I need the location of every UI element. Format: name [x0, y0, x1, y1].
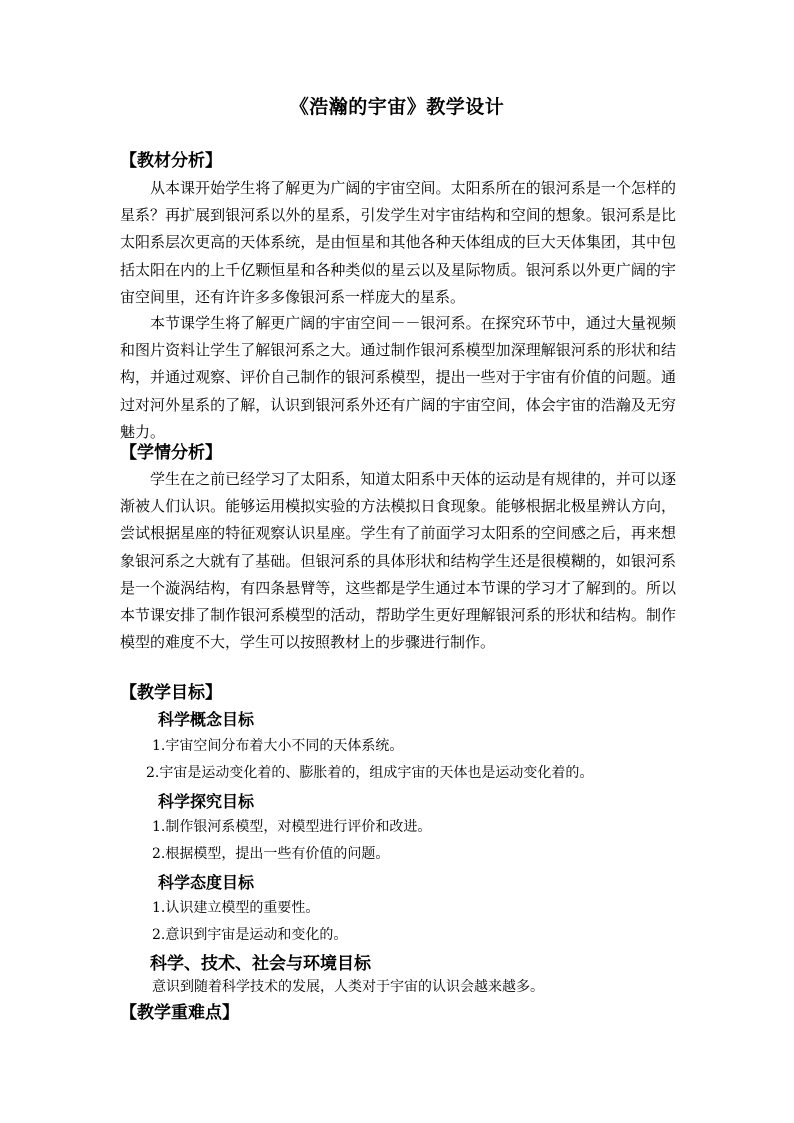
sts-goal-text: 意识到随着科学技术的发展，人类对于宇宙的认识会越来越多。	[152, 979, 544, 995]
document-title: 《浩瀚的宇宙》教学设计	[289, 96, 505, 118]
concept-goal-item: 2.宇宙是运动变化着的、膨胀着的，组成宇宙的天体也是运动变化着的。	[146, 765, 594, 781]
section-heading-goals: 【教学目标】	[120, 683, 222, 703]
attitude-goal-item: 2.意识到宇宙是运动和变化的。	[152, 927, 348, 943]
concept-goal-item: 1.宇宙空间分布着大小不同的天体系统。	[152, 738, 404, 754]
material-paragraph-2: 本节课学生将了解更广阔的宇宙空间－－银河系。在探究环节中，通过大量视频和图片资料让学生了解银河系之大。通过制作银河系模型加深理解银河系的形状和结构，并通过观察、评价自己制作的银河系模型，提出一些对于宇宙有价值的问题。通过对河外星系的了解，认识到银河系外还有广阔的宇宙空间，体会宇宙的浩瀚及无穷魅力。	[120, 314, 676, 441]
inquiry-goals-title: 科学探究目标	[158, 792, 255, 811]
inquiry-goal-item: 1.制作银河系模型，对模型进行评价和改进。	[152, 819, 432, 835]
students-paragraph: 学生在之前已经学习了太阳系，知道太阳系中天体的运动是有规律的，并可以逐渐被人们认识。能够运用模拟实验的方法模拟日食现象。能够根据北极星辨认方向，尝试根据星座的特征观察认识星座。学生有了前面学习太阳系的空间感之后，再来想象银河系之大就有了基础。但银河系的具体形状和结构学生还是很模糊的，如银河系是一个漩涡结构，有四条悬臂等，这些都是学生通过本节课的学习才了解到的。所以本节课安排了制作银河系模型的活动，帮助学生更好理解银河系的形状和结构。制作模型的难度不大，学生可以按照教材上的步骤进行制作。	[120, 470, 676, 652]
section-heading-material: 【教材分析】	[120, 151, 222, 171]
section-heading-difficulty: 【教学重难点】	[120, 1003, 239, 1023]
inquiry-goal-item: 2.根据模型，提出一些有价值的问题。	[152, 846, 390, 862]
attitude-goal-item: 1.认识建立模型的重要性。	[152, 900, 320, 916]
attitude-goals-title: 科学态度目标	[158, 873, 255, 892]
section-heading-students: 【学情分析】	[120, 443, 222, 463]
sts-goals-title: 科学、技术、社会与环境目标	[150, 954, 371, 974]
material-paragraph-1: 从本课开始学生将了解更为广阔的宇宙空间。太阳系所在的银河系是一个怎样的星系？再扩展到银河系以外的星系，引发学生对宇宙结构和空间的想象。银河系是比太阳系层次更高的天体系统，是由恒星和其他各种天体组成的巨大天体集团，其中包括太阳在内的上千亿颗恒星和各种类似的星云以及星际物质。银河系以外更广阔的宇宙空间里，还有许许多多像银河系一样庞大的星系。	[120, 179, 676, 306]
concept-goals-title: 科学概念目标	[158, 710, 255, 729]
